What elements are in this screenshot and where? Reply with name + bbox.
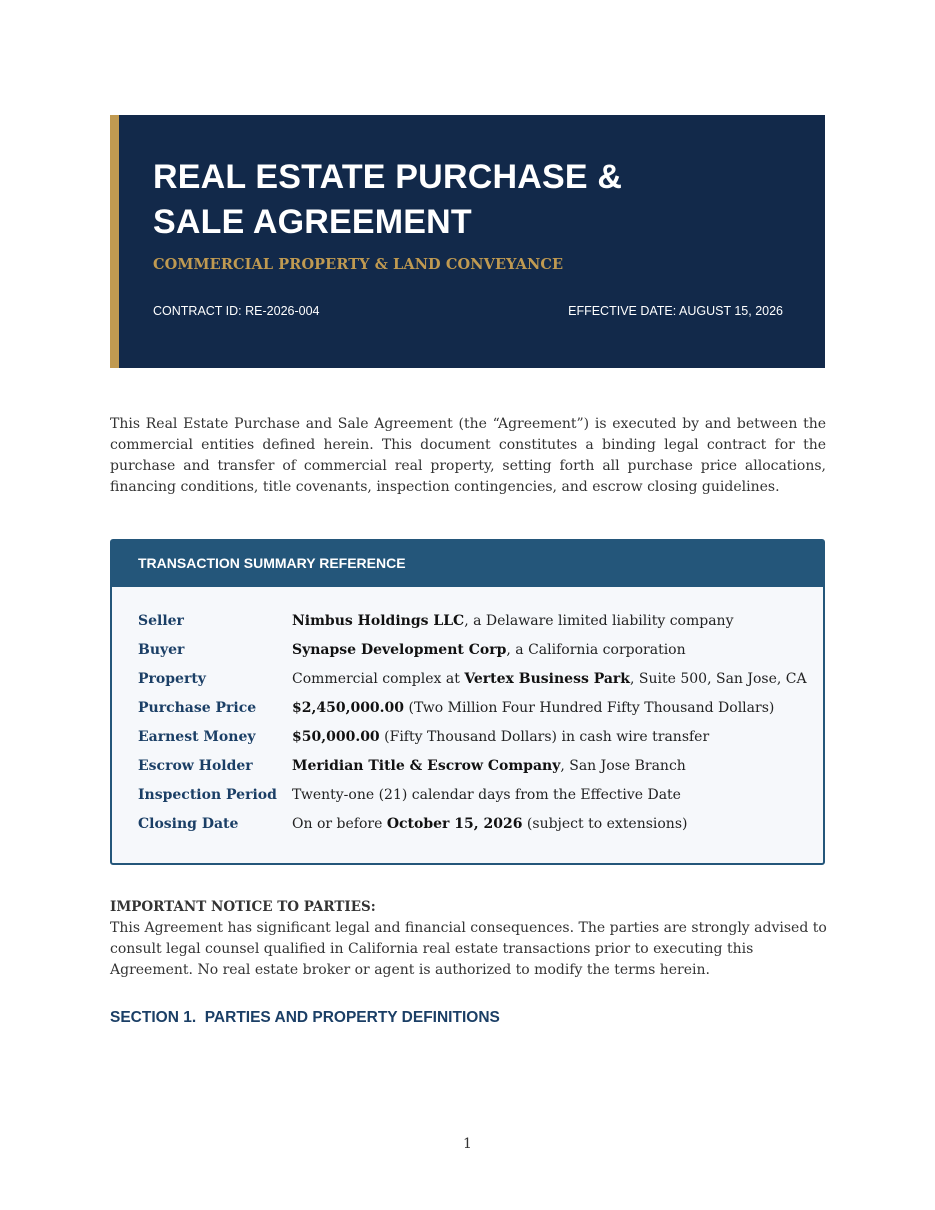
- row-value-text: , San Jose Branch: [560, 758, 686, 774]
- summary-row-buyer: [138, 642, 818, 671]
- summary-row-property: [138, 671, 818, 700]
- transaction-summary-box: [110, 539, 825, 865]
- intro-paragraph: This Real Estate Purchase and Sale Agreement (the “Agreement”) is executed by and between the commercial entities defined herein. This document constitutes a binding legal contract for the purchase and transfer of commercial real property, setting forth all purchase price allocations, financing conditions, title covenants, inspection contingencies, and escrow closing guidelines.: [110, 416, 826, 495]
- row-value-bold: $50,000.00: [292, 729, 380, 745]
- row-value-text: On or before: [292, 816, 387, 832]
- summary-row-closing-date: [138, 816, 818, 845]
- row-value-text: (Fifty Thousand Dollars) in cash wire transfer: [379, 729, 710, 745]
- summary-row-purchase-price: [138, 700, 818, 729]
- notice-heading: IMPORTANT NOTICE TO PARTIES:: [110, 899, 376, 915]
- summary-row-earnest-money: [138, 729, 818, 758]
- row-value: [292, 700, 774, 716]
- row-label: Inspection Period: [138, 787, 277, 803]
- title-banner: [110, 115, 825, 368]
- summary-row-inspection-period: [138, 787, 818, 816]
- notice-body: This Agreement has significant legal and financial consequences. The parties are strongly advised to consult legal counsel qualified in California real estate transactions prior to executing this Agreement. No real estate broker or agent is authorized to modify the terms herein.: [110, 920, 827, 978]
- row-value: [292, 729, 709, 745]
- row-value: [292, 671, 807, 687]
- summary-rows: [138, 613, 818, 845]
- effective-date: EFFECTIVE DATE: AUGUST 15, 2026: [568, 304, 783, 318]
- row-label: Earnest Money: [138, 729, 256, 745]
- summary-header: [112, 541, 823, 587]
- row-value-text: , Suite 500, San Jose, CA: [630, 671, 807, 687]
- row-value-text: (subject to extensions): [522, 816, 688, 832]
- contract-id: CONTRACT ID: RE-2026-004: [153, 304, 320, 318]
- row-label: Escrow Holder: [138, 758, 253, 774]
- section-1-heading: SECTION 1. PARTIES AND PROPERTY DEFINITIONS: [110, 1009, 500, 1026]
- title-line-2: SALE AGREEMENT: [153, 203, 472, 241]
- summary-title: TRANSACTION SUMMARY REFERENCE: [138, 555, 406, 571]
- row-value-text: , a Delaware limited liability company: [464, 613, 734, 629]
- summary-row-seller: [138, 613, 818, 642]
- row-value-bold: October 15, 2026: [386, 816, 523, 832]
- row-label: Closing Date: [138, 816, 239, 832]
- banner-accent-bar: [110, 115, 119, 368]
- summary-row-escrow-holder: [138, 758, 818, 787]
- row-label: Seller: [138, 613, 184, 629]
- row-value-text: Twenty-one (21) calendar days from the Effective Date: [292, 787, 681, 803]
- row-value: [292, 787, 681, 803]
- row-value-bold: Nimbus Holdings LLC: [292, 613, 465, 629]
- row-label: Property: [138, 671, 206, 687]
- document-subtitle: COMMERCIAL PROPERTY & LAND CONVEYANCE: [153, 256, 564, 273]
- row-value-text: Commercial complex at: [292, 671, 465, 687]
- document-title: [153, 155, 713, 245]
- row-value: [292, 816, 687, 832]
- row-label: Purchase Price: [138, 700, 257, 716]
- row-value-bold: Synapse Development Corp: [292, 642, 507, 658]
- row-value-text: , a California corporation: [506, 642, 686, 658]
- row-value-bold: Meridian Title & Escrow Company: [292, 758, 561, 774]
- row-value: [292, 758, 686, 774]
- row-value: [292, 642, 686, 658]
- row-label: Buyer: [138, 642, 185, 658]
- page-number: 1: [463, 1136, 472, 1152]
- row-value-bold: Vertex Business Park: [464, 671, 631, 687]
- row-value-bold: $2,450,000.00: [292, 700, 405, 716]
- row-value-text: (Two Million Four Hundred Fifty Thousand Dollars): [404, 700, 775, 716]
- title-line-1: REAL ESTATE PURCHASE &: [153, 158, 623, 196]
- row-value: [292, 613, 733, 629]
